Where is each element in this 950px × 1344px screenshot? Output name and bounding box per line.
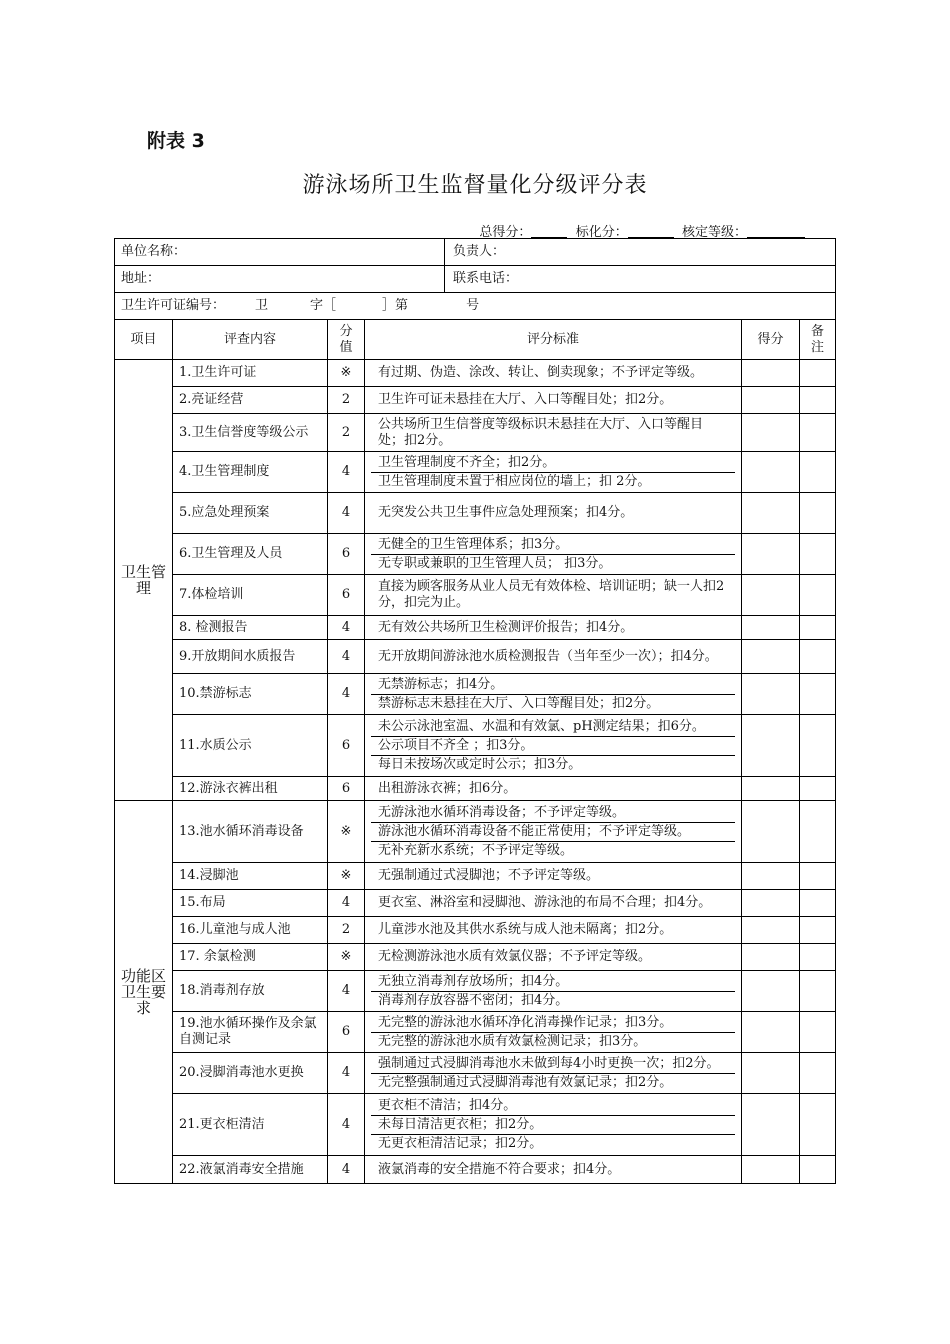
header-got: 得分 xyxy=(742,320,800,360)
standard-cell xyxy=(365,1094,742,1156)
info-row xyxy=(115,239,836,266)
item-score: 6 xyxy=(328,534,365,575)
standard-line: 无强制通过式浸脚池；不予评定等级。 xyxy=(378,868,600,883)
standard-line: 更衣室、淋浴室和浸脚池、游泳池的布局不合理；扣4分。 xyxy=(378,895,712,910)
note-cell[interactable] xyxy=(800,616,836,640)
item-score: 2 xyxy=(328,387,365,414)
note-cell[interactable] xyxy=(800,863,836,890)
note-cell[interactable] xyxy=(800,715,836,777)
standard-line: 公共场所卫生信誉度等级标识未悬挂在大厅、入口等醒目处；扣2分。 xyxy=(378,416,704,448)
item-label: 19.池水循环操作及余氯自测记录 xyxy=(173,1012,328,1053)
table-row xyxy=(115,801,836,863)
standard-line: 无开放期间游泳池水质检测报告（当年至少一次）；扣4分。 xyxy=(378,648,718,664)
item-score: ※ xyxy=(328,360,365,387)
note-cell[interactable] xyxy=(800,890,836,917)
standard-line: 卫生管理制度不齐全；扣2分。 xyxy=(378,454,556,470)
table-row xyxy=(115,917,836,944)
table-row xyxy=(115,1156,836,1184)
total-score-label: 总得分： xyxy=(479,225,532,240)
header-content: 评查内容 xyxy=(173,320,328,360)
standard-line: 无健全的卫生管理体系；扣3分。 xyxy=(378,536,569,552)
standard-line: 每日未按场次或定时公示；扣3分。 xyxy=(371,755,735,774)
standard-cell xyxy=(365,360,742,387)
permit-row xyxy=(115,293,836,320)
got-score-cell[interactable] xyxy=(742,452,800,493)
standard-cell xyxy=(365,890,742,917)
table-row xyxy=(115,414,836,452)
standard-line: 无完整的游泳池水循环净化消毒操作记录；扣3分。 xyxy=(378,1014,673,1030)
item-score: ※ xyxy=(328,801,365,863)
item-label: 7.体检培训 xyxy=(173,575,328,616)
table-row xyxy=(115,1094,836,1156)
permit-part: 号 xyxy=(466,298,480,313)
phone-field[interactable]: 联系电话： xyxy=(453,271,519,286)
info-row-cell xyxy=(115,239,836,266)
item-label: 22.液氯消毒安全措施 xyxy=(173,1156,328,1184)
table-row xyxy=(115,890,836,917)
note-cell[interactable] xyxy=(800,452,836,493)
standard-line: 未每日清洁更衣柜；扣2分。 xyxy=(371,1115,735,1134)
score-table xyxy=(114,238,836,1184)
table-row xyxy=(115,777,836,801)
item-score: 6 xyxy=(328,575,365,616)
item-label: 5.应急处理预案 xyxy=(173,493,328,534)
standard-line: 卫生管理制度未置于相应岗位的墙上；扣 2分。 xyxy=(371,472,735,491)
item-score: 6 xyxy=(328,1012,365,1053)
appendix-label: 附表 3 xyxy=(147,130,205,152)
table-row xyxy=(115,616,836,640)
item-score: 4 xyxy=(328,493,365,534)
standard-line: 公示项目不齐全 ；扣3分。 xyxy=(371,736,735,755)
table-row xyxy=(115,1012,836,1053)
note-cell[interactable] xyxy=(800,414,836,452)
item-label: 2.亮证经营 xyxy=(173,387,328,414)
permit-part: 卫 xyxy=(255,298,269,313)
standard-cell xyxy=(365,777,742,801)
note-cell[interactable] xyxy=(800,640,836,674)
standard-line: 强制通过式浸脚消毒池水未做到每4小时更换一次；扣2分。 xyxy=(378,1055,720,1071)
note-cell[interactable] xyxy=(800,777,836,801)
item-label: 15.布局 xyxy=(173,890,328,917)
category-functional: 功能区卫生要求 xyxy=(115,801,173,1184)
standard-line: 无更衣柜清洁记录；扣2分。 xyxy=(371,1134,735,1153)
got-score-cell[interactable] xyxy=(742,801,800,863)
info-row xyxy=(115,266,836,293)
standard-line: 卫生许可证未悬挂在大厅、入口等醒目处；扣2分。 xyxy=(378,392,673,407)
table-row xyxy=(115,1053,836,1094)
item-score: ※ xyxy=(328,863,365,890)
note-cell[interactable] xyxy=(800,1012,836,1053)
standard-cell xyxy=(365,640,742,674)
table-row xyxy=(115,863,836,890)
standard-cell xyxy=(365,801,742,863)
header-note: 备注 xyxy=(800,320,836,360)
standard-line: 无专职或兼职的卫生管理人员； 扣3分。 xyxy=(371,554,735,573)
standard-line: 出租游泳衣裤；扣6分。 xyxy=(378,780,517,796)
standard-line: 游泳池水循环消毒设备不能正常使用；不予评定等级。 xyxy=(371,822,735,841)
standard-line: 无突发公共卫生事件应急处理预案；扣4分。 xyxy=(378,505,634,520)
note-cell[interactable] xyxy=(800,1094,836,1156)
got-score-cell[interactable] xyxy=(742,863,800,890)
item-score: 4 xyxy=(328,890,365,917)
std-score-label: 标化分： xyxy=(575,225,628,240)
item-score: 4 xyxy=(328,616,365,640)
item-label: 14.浸脚池 xyxy=(173,863,328,890)
standard-cell xyxy=(365,387,742,414)
note-cell[interactable] xyxy=(800,387,836,414)
item-label: 20.浸脚消毒池水更换 xyxy=(173,1053,328,1094)
standard-cell xyxy=(365,575,742,616)
got-score-cell[interactable] xyxy=(742,1012,800,1053)
table-row xyxy=(115,387,836,414)
item-label: 9.开放期间水质报告 xyxy=(173,640,328,674)
standard-cell xyxy=(365,674,742,715)
person-in-charge-field[interactable]: 负责人： xyxy=(453,244,506,259)
table-row xyxy=(115,452,836,493)
got-score-cell[interactable] xyxy=(742,414,800,452)
item-score: 4 xyxy=(328,1156,365,1184)
got-score-cell[interactable] xyxy=(742,1053,800,1094)
standard-line: 无检测游泳池水质有效氯仪器；不予评定等级。 xyxy=(378,949,652,964)
got-score-cell[interactable] xyxy=(742,1156,800,1184)
got-score-cell[interactable] xyxy=(742,777,800,801)
permit-part: ］第 xyxy=(382,298,409,313)
got-score-cell[interactable] xyxy=(742,534,800,575)
standard-line: 无独立消毒剂存放场所；扣4分。 xyxy=(378,973,569,989)
grade-label: 核定等级： xyxy=(681,225,747,240)
item-score: 4 xyxy=(328,674,365,715)
standard-line: 更衣柜不清洁；扣4分。 xyxy=(378,1097,517,1113)
standard-line: 无完整的游泳池水质有效氯检测记录；扣3分。 xyxy=(371,1032,735,1051)
standard-line: 无有效公共场所卫生检测评价报告；扣4分。 xyxy=(378,619,634,635)
item-label: 16.儿童池与成人池 xyxy=(173,917,328,944)
standard-cell xyxy=(365,534,742,575)
standard-cell xyxy=(365,1012,742,1053)
item-label: 1.卫生许可证 xyxy=(173,360,328,387)
got-score-cell[interactable] xyxy=(742,1094,800,1156)
permit-cell[interactable] xyxy=(115,293,836,320)
note-cell[interactable] xyxy=(800,944,836,971)
note-cell[interactable] xyxy=(800,493,836,534)
got-score-cell[interactable] xyxy=(742,387,800,414)
got-score-cell[interactable] xyxy=(742,360,800,387)
got-score-cell[interactable] xyxy=(742,640,800,674)
standard-cell xyxy=(365,616,742,640)
table-row xyxy=(115,575,836,616)
item-score: 4 xyxy=(328,1094,365,1156)
standard-cell xyxy=(365,1156,742,1184)
item-label: 13.池水循环消毒设备 xyxy=(173,801,328,863)
item-label: 8. 检测报告 xyxy=(173,616,328,640)
item-score: 6 xyxy=(328,777,365,801)
header-standard: 评分标准 xyxy=(365,320,742,360)
table-row xyxy=(115,493,836,534)
item-score: 4 xyxy=(328,452,365,493)
note-cell[interactable] xyxy=(800,534,836,575)
note-cell[interactable] xyxy=(800,575,836,616)
item-label: 11.水质公示 xyxy=(173,715,328,777)
got-score-cell[interactable] xyxy=(742,715,800,777)
table-row xyxy=(115,971,836,1012)
standard-line: 液氯消毒的安全措施不符合要求；扣4分。 xyxy=(378,1161,621,1177)
standard-cell xyxy=(365,1053,742,1094)
note-cell[interactable] xyxy=(800,801,836,863)
note-cell[interactable] xyxy=(800,971,836,1012)
table-row xyxy=(115,640,836,674)
standard-line: 无补充新水系统；不予评定等级。 xyxy=(371,841,735,860)
standard-line: 直接为顾客服务从业人员无有效体检、培训证明；缺一人扣2分，扣完为止。 xyxy=(378,579,725,610)
item-score: 4 xyxy=(328,640,365,674)
standard-line: 禁游标志未悬挂在大厅、入口等醒目处；扣2分。 xyxy=(371,694,735,713)
item-score: 4 xyxy=(328,1053,365,1094)
standard-line: 有过期、伪造、涂改、转让、倒卖现象；不予评定等级。 xyxy=(378,365,704,380)
got-score-cell[interactable] xyxy=(742,674,800,715)
address-field[interactable]: 地址： xyxy=(115,266,445,292)
item-score: 2 xyxy=(328,917,365,944)
note-cell[interactable] xyxy=(800,360,836,387)
got-score-cell[interactable] xyxy=(742,944,800,971)
item-label: 12.游泳衣裤出租 xyxy=(173,777,328,801)
standard-line: 未公示泳池室温、水温和有效氯、pH测定结果；扣6分。 xyxy=(378,718,705,734)
header-row xyxy=(115,320,836,360)
item-label: 6.卫生管理及人员 xyxy=(173,534,328,575)
item-score: ※ xyxy=(328,944,365,971)
permit-part: 字［ xyxy=(310,298,337,313)
header-score: 分值 xyxy=(328,320,365,360)
standard-line: 无游泳池水循环消毒设备；不予评定等级。 xyxy=(378,804,626,820)
category-hygiene: 卫生管理 xyxy=(115,360,173,801)
permit-part: 卫生许可证编号： xyxy=(121,298,226,313)
table-row xyxy=(115,534,836,575)
standard-cell xyxy=(365,414,742,452)
got-score-cell[interactable] xyxy=(742,575,800,616)
item-label: 21.更衣柜清洁 xyxy=(173,1094,328,1156)
standard-cell xyxy=(365,944,742,971)
table-row xyxy=(115,360,836,387)
note-cell[interactable] xyxy=(800,1156,836,1184)
item-label: 17. 余氯检测 xyxy=(173,944,328,971)
standard-cell xyxy=(365,971,742,1012)
got-score-cell[interactable] xyxy=(742,917,800,944)
standard-line: 无禁游标志；扣4分。 xyxy=(378,676,504,692)
standard-line: 儿童涉水池及其供水系统与成人池未隔离；扣2分。 xyxy=(378,922,673,937)
item-label: 4.卫生管理制度 xyxy=(173,452,328,493)
note-cell[interactable] xyxy=(800,674,836,715)
standard-cell xyxy=(365,863,742,890)
item-label: 10.禁游标志 xyxy=(173,674,328,715)
got-score-cell[interactable] xyxy=(742,890,800,917)
item-score: 6 xyxy=(328,715,365,777)
unit-name-field[interactable]: 单位名称： xyxy=(115,239,445,265)
info-row-cell xyxy=(115,266,836,293)
note-cell[interactable] xyxy=(800,917,836,944)
table-row xyxy=(115,674,836,715)
header-category: 项目 xyxy=(115,320,173,360)
table-row xyxy=(115,944,836,971)
standard-line: 消毒剂存放容器不密闭；扣4分。 xyxy=(371,991,735,1010)
standard-cell xyxy=(365,493,742,534)
got-score-cell[interactable] xyxy=(742,616,800,640)
standard-line: 无完整强制通过式浸脚消毒池有效氯记录；扣2分。 xyxy=(371,1073,735,1092)
got-score-cell[interactable] xyxy=(742,971,800,1012)
item-label: 3.卫生信誉度等级公示 xyxy=(173,414,328,452)
standard-cell xyxy=(365,715,742,777)
table-row xyxy=(115,715,836,777)
item-label: 18.消毒剂存放 xyxy=(173,971,328,1012)
note-cell[interactable] xyxy=(800,1053,836,1094)
item-score: 4 xyxy=(328,971,365,1012)
got-score-cell[interactable] xyxy=(742,493,800,534)
item-score: 2 xyxy=(328,414,365,452)
standard-cell xyxy=(365,452,742,493)
standard-cell xyxy=(365,917,742,944)
page-title: 游泳场所卫生监督量化分级评分表 xyxy=(302,173,648,198)
